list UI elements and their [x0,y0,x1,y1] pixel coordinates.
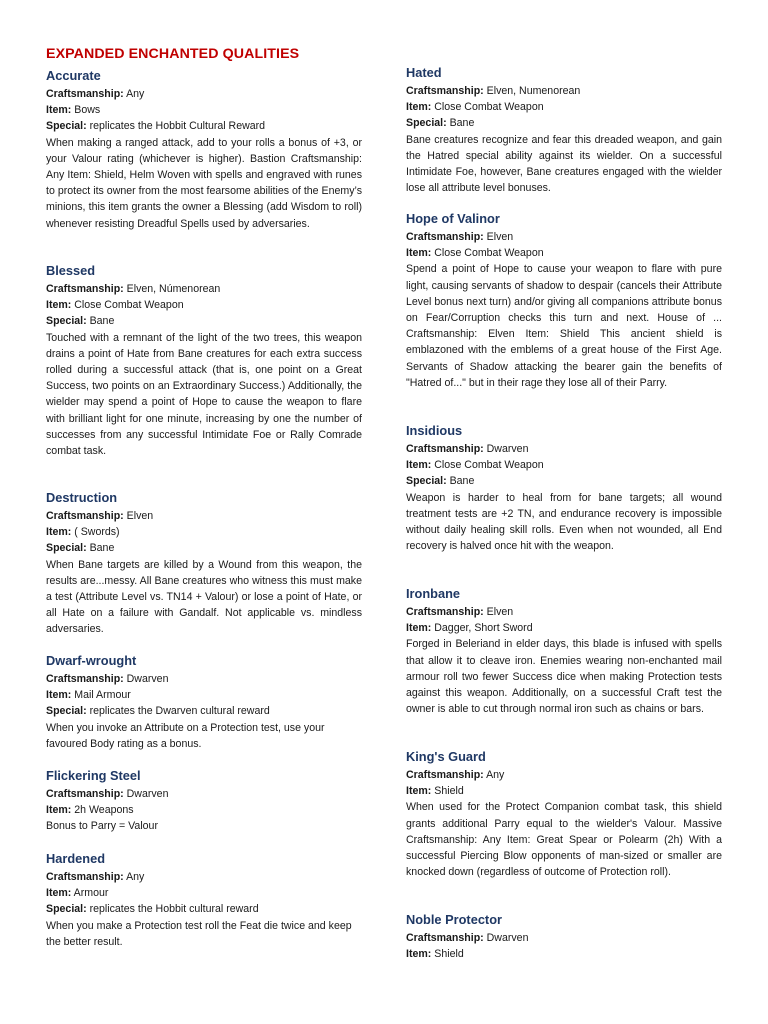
quality-description: When used for the Protect Companion combat task, this shield grants additional Parry equal to the wielder's Valour. Massive Craftsmanship: Any Item: Great Spear or Polearm (2h) With a successful Piercing Blow opponents of man-sized or smaller are knocked down (regardless of outcome of Protection roll). [406,801,722,879]
quality-description: Spend a point of Hope to cause your weapon to flare with pure light, causing servants of shadow to despair (cancels their Attribute Level bonus next turn) and/or giving all companions attribute bonus on Fear/Corruption checks this turn and next. House of ... Craftsmanship: Elven Item: Shield This ancient shield is emblazoned with the emblems of a great house of the First Age. Servants of Shadow attacking the bearer gain the benefits of "Hatred of..." but in their rage they lose all of their Parry. [406,263,722,389]
quality-name: Hated [406,65,442,80]
craftsmanship-row: Craftsmanship: Any [46,88,145,100]
craftsmanship-row: Craftsmanship: Elven, Numenorean [406,85,581,97]
document-title: EXPANDED ENCHANTED QUALITIES [46,46,300,62]
quality-name: Hope of Valinor [406,211,500,226]
quality-entry-accurate [46,67,362,232]
quality-name: Noble Protector [406,912,502,927]
item-row: Item: Close Combat Weapon [406,101,544,114]
quality-description: Touched with a remnant of the light of the two trees, this weapon drains a point of Hate from Bane creatures for each extra success rolled during a successful attack (that is, one point on a Great Success, two points on an Extraordinary Success.) Additionally, the wielder may spend a point of Hope to cause the weapon to flare with brilliant light for one minute, increasing by one the number of successes from any successful Intimidate Foe or Rally Comrade combat task. [46,331,362,458]
quality-name: Hardened [46,851,106,866]
item-row: Item: Mail Armour [46,689,131,702]
item-row: Item: Close Combat Weapon [406,247,544,260]
craftsmanship-row: Craftsmanship: Dwarven [406,932,529,944]
special-row: Special: replicates the Hobbit cultural reward [46,903,259,916]
quality-entry-insidious [406,422,722,554]
quality-name: Insidious [406,423,463,438]
item-row: Item: 2h Weapons [46,804,134,817]
quality-entry-kings-guard [406,748,722,880]
quality-entry-blessed [46,262,362,459]
quality-name: Accurate [46,68,101,83]
craftsmanship-row: Craftsmanship: Elven [406,606,514,618]
item-row: Item: ( Swords) [46,526,120,539]
special-row: Special: Bane [46,542,115,555]
craftsmanship-row: Craftsmanship: Elven [406,231,514,243]
craftsmanship-row: Craftsmanship: Dwarven [46,673,169,685]
quality-description: When you make a Protection test roll the Feat die twice and keep the better result. [46,919,352,948]
craftsmanship-row: Craftsmanship: Elven [46,510,154,522]
special-row: Special: Bane [46,315,115,328]
quality-description: Weapon is harder to heal from for bane targets; all wound treatment tests are +2 TN, and endurance recovery is impossible without daily healing skill rolls. Even when not wounded, all End recovery is halved once hit with the weapon. [406,491,722,553]
craftsmanship-row: Craftsmanship: Dwarven [46,788,169,800]
quality-name: Ironbane [406,586,461,601]
quality-entry-flickering-steel [46,767,362,835]
craftsmanship-row: Craftsmanship: Elven, Númenorean [46,283,221,295]
craftsmanship-row: Craftsmanship: Dwarven [406,443,529,455]
quality-description: When Bane targets are killed by a Wound from this weapon, the results are...messy. All Bane creatures who witness this must make a test (Attribute Level vs. TN14 + Valour) or lose a point of Hate, or all Hate on a failure with Gandalf. Not applicable vs. mindless adversaries. [46,558,362,636]
craftsmanship-row: Craftsmanship: Any [46,871,145,883]
item-row: Item: Close Combat Weapon [46,299,184,312]
item-row: Item: Bows [46,104,101,117]
quality-description: Bane creatures recognize and fear this dreaded weapon, and gain the Hatred special ability against its wielder. On a successful Intimidate Foe, however, Bane creatures engaged with the wielder lose all attribute level bonuses. [406,133,722,195]
quality-description: When you invoke an Attribute on a Protection test, use your favoured Body rating as a bonus. [46,721,325,750]
quality-name: Blessed [46,263,96,278]
item-row: Item: Armour [46,887,109,900]
item-row: Item: Shield [406,785,464,798]
quality-entry-hardened [46,850,362,950]
quality-entry-hope-of-valinor [406,210,722,391]
quality-entry-destruction [46,489,362,638]
craftsmanship-row: Craftsmanship: Any [406,769,505,781]
quality-entry-noble-protector [406,911,722,962]
item-row: Item: Dagger, Short Sword [406,622,533,635]
quality-name: Destruction [46,490,118,505]
quality-name: King's Guard [406,749,486,764]
item-row: Item: Close Combat Weapon [406,459,544,472]
special-row: Special: replicates the Dwarven cultural reward [46,705,270,718]
item-row: Item: Shield [406,948,464,961]
quality-description: When making a ranged attack, add to your rolls a bonus of +3, or your Valour rating (whichever is higher). Bastion Craftsmanship: Any Item: Shield, Helm Woven with spells and engraved with runes to protect its owner from the most fearsome abilities of the Enemy’s minions, this item grants the owner a Blessing (add Wisdom to roll) whenever resisting Dreadful Spells used by adversaries. [46,136,362,230]
quality-entry-ironbane [406,585,722,717]
quality-entry-dwarf-wrought [46,652,362,752]
quality-description: Bonus to Parry = Valour [46,820,158,833]
special-row: Special: Bane [406,117,475,130]
special-row: Special: replicates the Hobbit Cultural Reward [46,120,266,133]
quality-name: Flickering Steel [46,768,141,783]
special-row: Special: Bane [406,475,475,488]
quality-description: Forged in Beleriand in elder days, this blade is infused with spells that allow it to cleave iron. Enemies wearing non-enchanted mail armour roll two fewer Success dice when making Protection tests against this weapon. Additionally, on a successful Craft test the owner is able to cut through normal iron such as chains or bars. [406,638,722,716]
quality-entry-hated [406,64,722,196]
quality-name: Dwarf-wrought [46,653,137,668]
